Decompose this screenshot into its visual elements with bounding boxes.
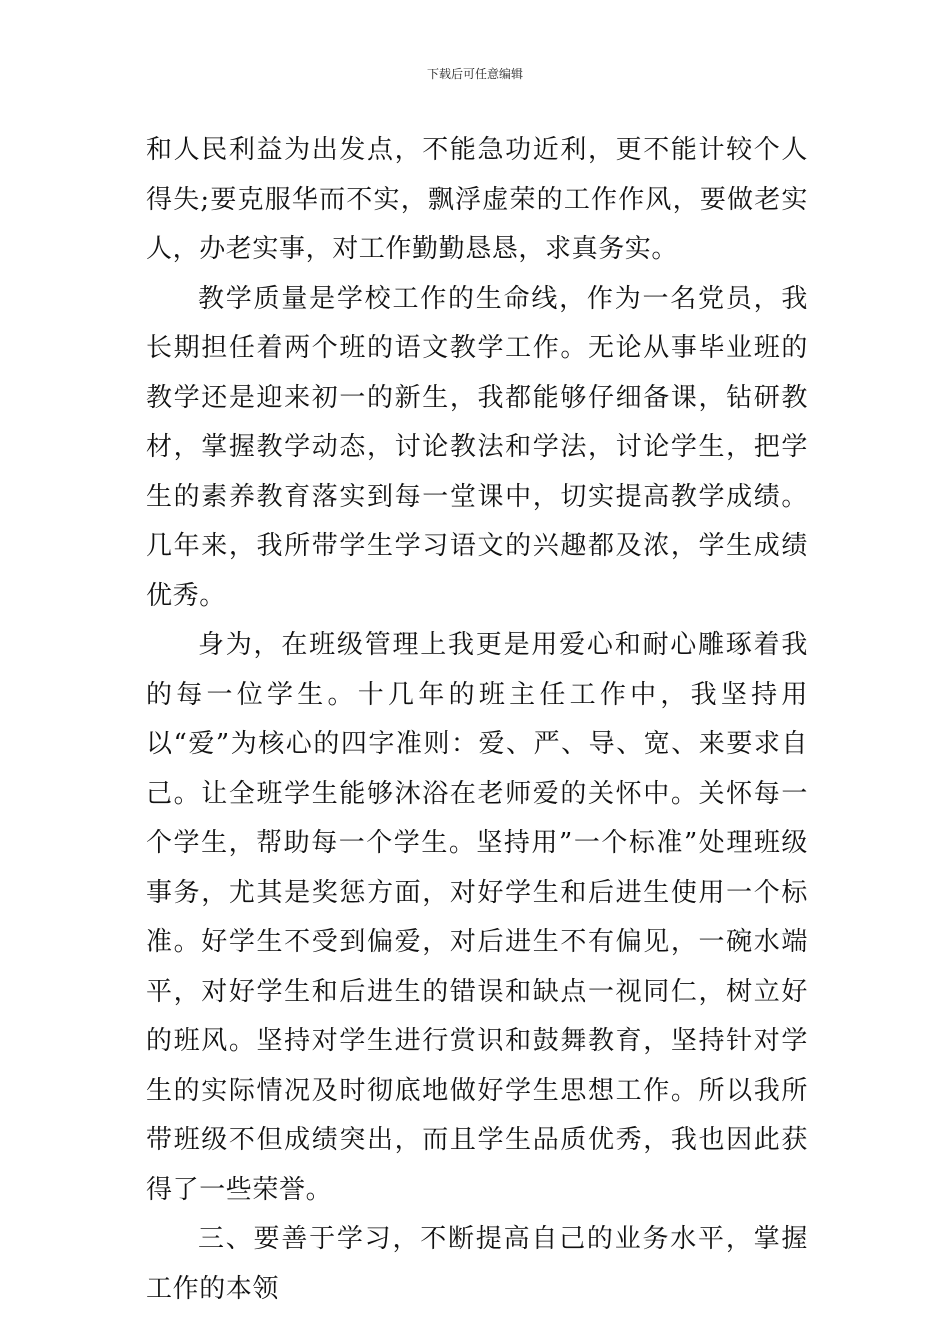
page-header: 下载后可任意编辑 [426,67,523,81]
paragraph: 教学质量是学校工作的生命线，作为一名党员，我长期担任着两个班的语文教学工作。无论从事毕业班的教学还是迎来初一的新生，我都能够仔细备课，钻研教材，掌握教学动态，讨论教法和学法，讨论学生，把学生的素养教育落实到每一堂课中，切实提高教学成绩。几年来，我所带学生学习语文的兴趣都及浓，学生成绩优秀。 [146,283,808,611]
document-body [146,126,808,1314]
section-heading: 三、要善于学习，不断提高自己的业务水平，掌握工作的本领 [146,1224,808,1304]
paragraph: 身为，在班级管理上我更是用爱心和耐心雕琢着我的每一位学生。十几年的班主任工作中，我坚持用以“爱”为核心的四字准则：爱、严、导、宽、来要求自己。让全班学生能够沐浴在老师爱的关怀中。关怀每一个学生，帮助每一个学生。坚持用”一个标准”处理班级事务，尤其是奖惩方面，对好学生和后进生使用一个标准。好学生不受到偏爱，对后进生不有偏见，一碗水端平，对好学生和后进生的错误和缺点一视同仁，树立好的班风。坚持对学生进行赏识和鼓舞教育，坚持针对学生的实际情况及时彻底地做好学生思想工作。所以我所带班级不但成绩突出，而且学生品质优秀，我也因此获得了一些荣誉。 [146,630,808,1205]
paragraph: 和人民利益为出发点，不能急功近利，更不能计较个人得失;要克服华而不实，飘浮虚荣的工作作风，要做老实人，办老实事，对工作勤勤恳恳，求真务实。 [146,135,808,264]
